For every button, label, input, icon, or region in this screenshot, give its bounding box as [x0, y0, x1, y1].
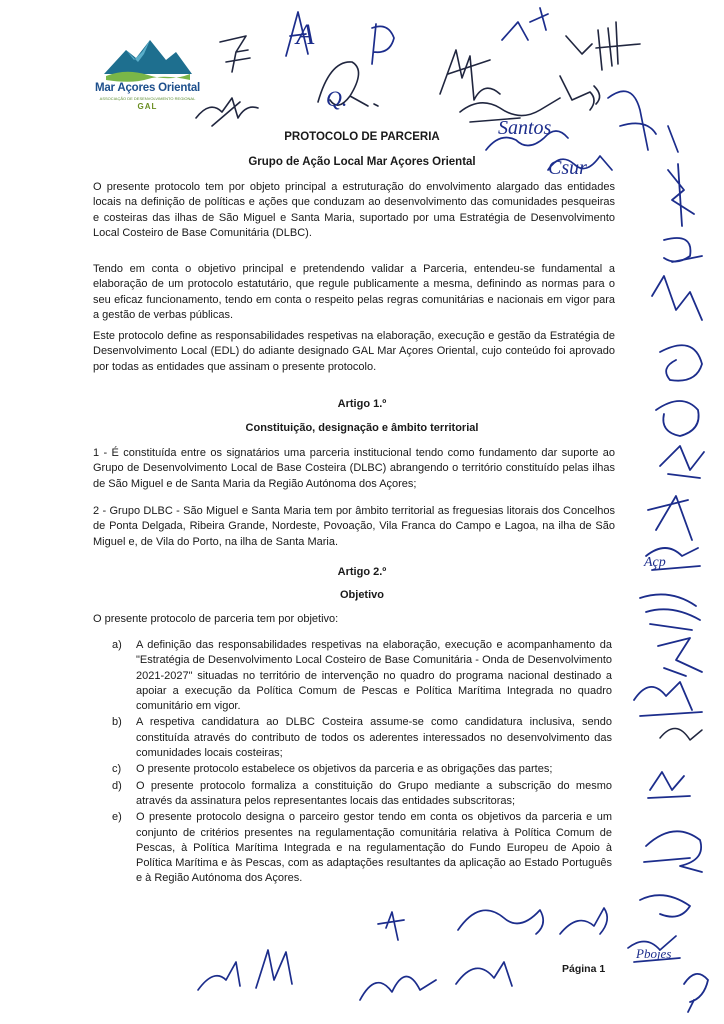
signature [652, 276, 702, 320]
signature-text: Açp [644, 555, 666, 570]
signature [648, 496, 692, 540]
signature [456, 962, 512, 986]
logo-name: Mar Açores Oriental [94, 82, 201, 94]
signature [660, 728, 702, 740]
article-1-paragraph-1: 1 - É constituída entre os signatários uma parceria institucional tendo como fundamento dar suporte ao Grupo de Desenvolvimento Local de Base Costeira (DLBC) abrangendo o território constituído pelas ilhas de São Miguel e de Santa Maria da Região Autónoma dos Açores; [93, 447, 615, 490]
intro-paragraph-3: Este protocolo define as responsabilidades respetivas na elaboração, execução e gestão da Estratégia de Desenvolvimento Local (EDL) do adiante designado GAL Mar Açores Oriental, cujo conteúdo foi aprovado por todas as entidades que assinam o presente protocolo. [93, 330, 615, 373]
signature [664, 238, 702, 262]
list-item-text: A respetiva candidatura ao DLBC Costeira assume-se como candidatura inclusiva, sendo constituída através do contributo de todos os aderentes interessados no desenvolvimento das comunidades locais costeiras; [136, 716, 612, 760]
signature [684, 974, 708, 1012]
signature [378, 912, 404, 940]
signature-text: Q. [326, 86, 348, 111]
signature [660, 446, 704, 478]
signature [458, 910, 543, 934]
intro-paragraph-1: O presente protocolo tem por objeto principal a estruturação do envolvimento alargado das entidades locais na definição de políticas e ações que conduzam ao desenvolvimento das comunidades pesqueiras e costeiras das ilhas de São Miguel e Santa Maria, suportado por uma Estratégia de Desenvolvimento Local Costeiro de Base Comunitária (DLBC). [93, 181, 615, 240]
signature [566, 22, 640, 70]
list-item-letter: c) [112, 763, 122, 776]
article-2-intro: O presente protocolo de parceria tem por objetivo: [93, 613, 339, 625]
signature [440, 50, 500, 100]
signature [668, 164, 694, 226]
signature [608, 91, 678, 152]
document-title: PROTOCOLO DE PARCERIA [284, 131, 440, 143]
signature [256, 950, 292, 988]
article-1-title: Constituição, designação e âmbito territorial [245, 422, 479, 434]
signature [658, 638, 702, 676]
signature [196, 98, 258, 126]
signature-text: A [296, 18, 315, 51]
logo-gal: GAL [137, 102, 158, 111]
list-item-text: O presente protocolo estabelece os objetivos da parceria e as obrigações das partes; [136, 763, 553, 776]
signature [660, 345, 702, 380]
signature [648, 772, 690, 798]
signature [360, 976, 436, 1000]
signature [644, 831, 702, 872]
signature-text: Csur [548, 157, 587, 179]
signature [502, 8, 548, 40]
list-item-text: A definição das responsabilidades respetivas na elaboração, execução e acompanhamento da "Estratégia de Desenvolvimento Local Costeiro de Base Comunitária - Onda de Desenvolvimento 2021-2027" situadas no território de intervenção no quadro do programa nacional destinado a apoiar a execução da Política Comum de Pescas e Política Marítima Integrada no quadro comunitário em vigor. [136, 639, 612, 713]
signature [220, 36, 250, 72]
article-1-number: Artigo 1.º [337, 398, 387, 410]
signature [560, 908, 607, 934]
signature [560, 76, 600, 110]
list-item-text: O presente protocolo designa o parceiro gestor tendo em conta os objetivos da parceria e um conjunto de critérios presentes na regulamentação comunitária relativa à Política Comum de Pescas, à Política Marítima Integrada e na regulamentação do Fundo Europeu de Apoio à Política Marítima e às Pescas, com as adaptações resultantes da aplicação ao Estado Português e à Região Autónoma dos Açores. [136, 811, 612, 885]
signature-text: Santos [498, 117, 552, 139]
intro-paragraph-2: Tendo em conta o objetivo principal e pretendendo validar a Parceria, entendeu-se fundamental a elaboração de um protocolo estatutário, que regule publicamente a mesma, definindo as normas para o seu eficaz funcionamento, tendo em conta o respeito pelas regras comunitárias e nacionais em vigor para a gestão de verbas públicas. [93, 263, 615, 322]
list-item-letter: b) [112, 716, 122, 729]
list-item-text: O presente protocolo formaliza a constituição do Grupo mediante a subscrição do mesmo através da assinatura pelos representantes locais das entidades subscritoras; [136, 779, 612, 807]
signature [372, 24, 394, 64]
signature [198, 962, 240, 990]
list-item-letter: e) [112, 811, 122, 824]
article-1-paragraph-2: 2 - Grupo DLBC - São Miguel e Santa Maria tem por âmbito territorial as freguesias litorais dos Concelhos de Ponta Delgada, Ribeira Grande, Nordeste, Povoação, Vila Franca do Campo e Lagoa, na ilha de São Miguel e, de Vila do Porto, na ilha de Santa Maria. [93, 505, 615, 548]
article-2-number: Artigo 2.º [337, 566, 387, 578]
signature [640, 594, 700, 630]
list-item-letter: a) [112, 639, 122, 651]
signature [634, 682, 702, 716]
signature [640, 895, 690, 916]
list-item-letter: d) [112, 779, 122, 792]
page-number: Página 1 [562, 963, 606, 975]
document-subtitle: Grupo de Ação Local Mar Açores Oriental [248, 156, 476, 168]
article-2-title: Objetivo [339, 589, 384, 601]
logo-subtitle: ASSOCIAÇÃO DE DESENVOLVIMENTO REGIONAL [99, 96, 196, 101]
signature [656, 401, 699, 436]
signature-text: Pbojes [636, 946, 672, 961]
